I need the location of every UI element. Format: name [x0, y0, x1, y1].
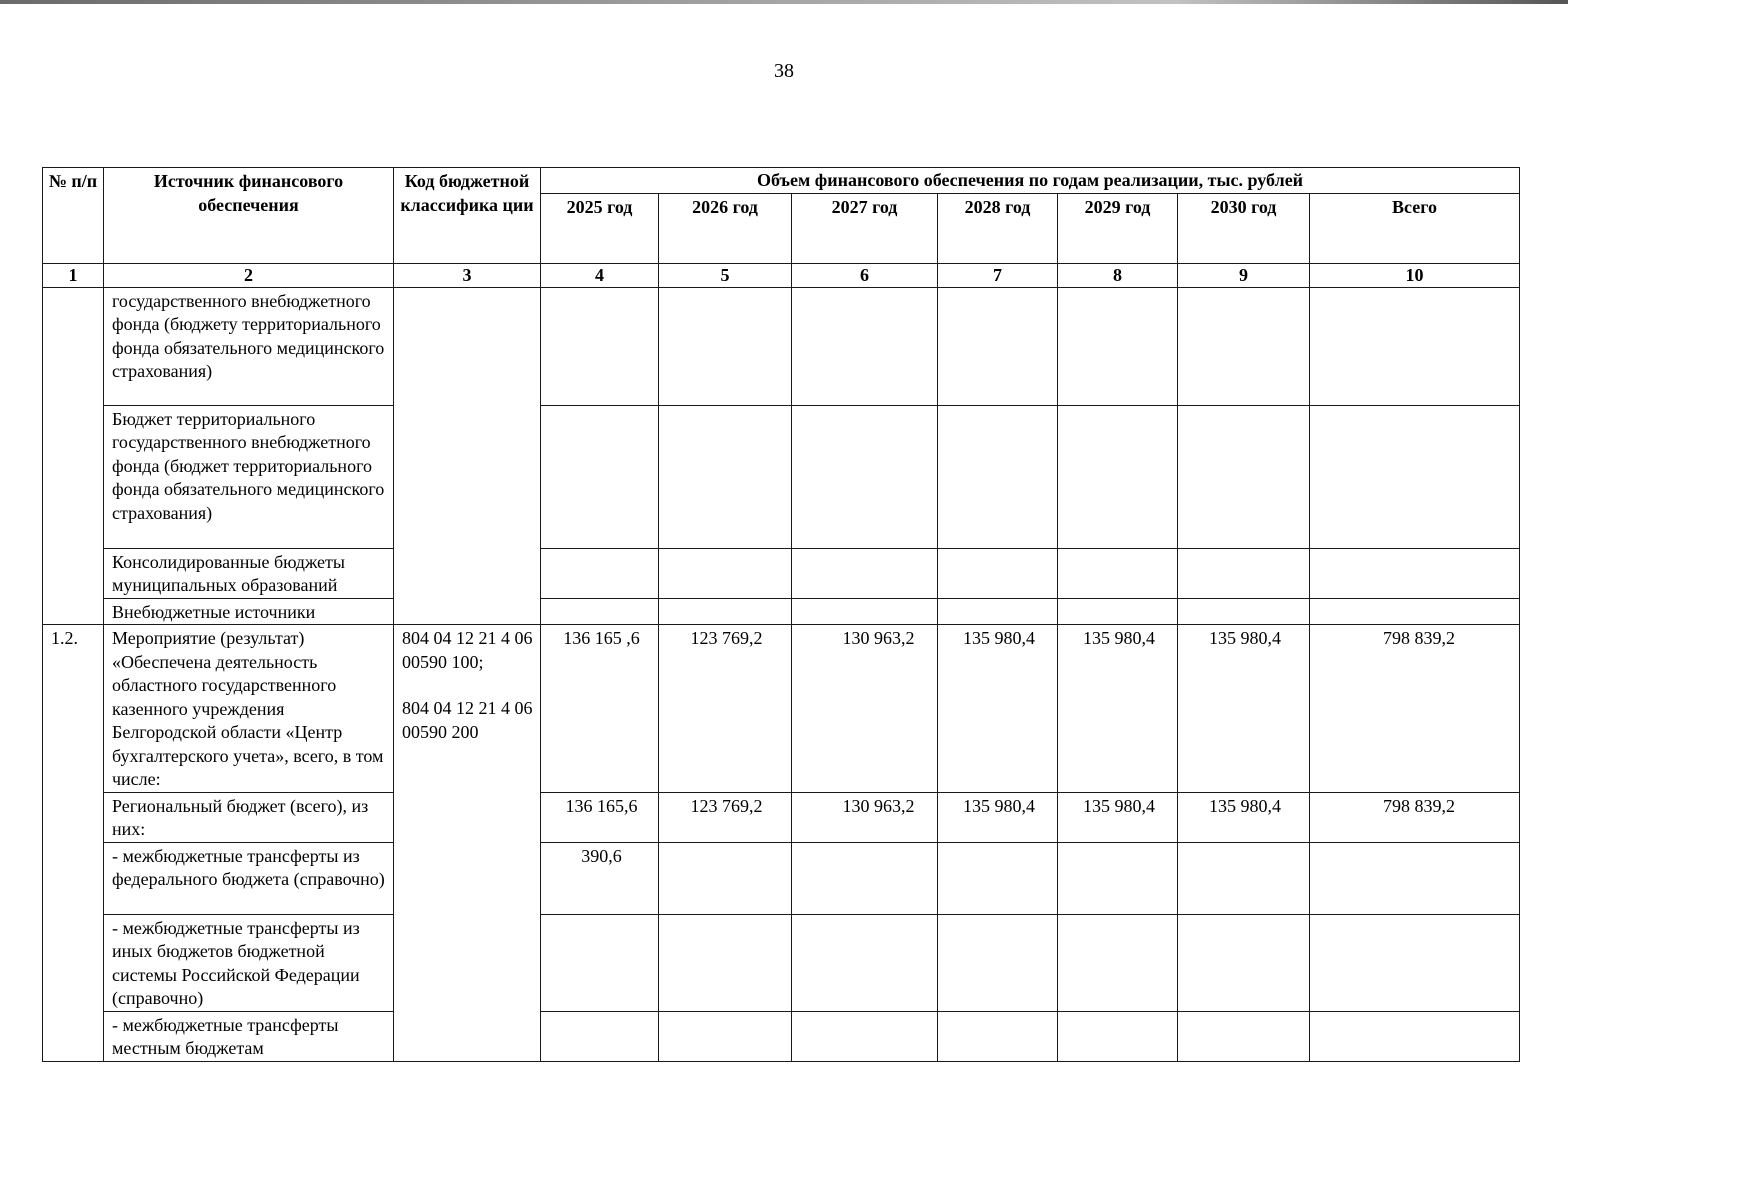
value-2027: [792, 914, 938, 1011]
value-2026: [659, 548, 792, 598]
table-row: [43, 914, 1520, 1011]
header-total: Всего: [1310, 193, 1520, 263]
value-2027: [792, 405, 938, 548]
value-2026: 123 769,2: [659, 625, 792, 793]
row-number: 1.2.: [43, 625, 104, 1062]
value-2029: 135 980,4: [1058, 792, 1178, 842]
value-2025: 136 165,6: [541, 792, 659, 842]
header-year-2030: 2030 год: [1178, 193, 1310, 263]
source-cell: - межбюджетные трансферты из федерального бюджета (справочно): [104, 842, 394, 914]
value-2025: 390,6: [541, 842, 659, 914]
value-2029: [1058, 842, 1178, 914]
column-index: 8: [1058, 263, 1178, 287]
value-2026: [659, 1011, 792, 1061]
table-row: [43, 792, 1520, 842]
value-2030: 135 980,4: [1178, 792, 1310, 842]
column-index: 5: [659, 263, 792, 287]
value-2028: [938, 598, 1058, 625]
value-2029: [1058, 287, 1178, 405]
source-cell: - межбюджетные трансферты местным бюджетам: [104, 1011, 394, 1061]
header-num: № п/п: [43, 168, 104, 264]
column-index: 6: [792, 263, 938, 287]
value-2027: [792, 548, 938, 598]
value-total: [1310, 914, 1520, 1011]
source-cell: Бюджет территориального государственного внебюджетного фонда (бюджет территориального фонда обязательного медицинского страхования): [104, 405, 394, 548]
source-cell: Мероприятие (результат) «Обеспечена деятельность областного государственного казенного учреждения Белгородской области «Центр бухгалтерского учета», всего, в том числе:: [104, 625, 394, 793]
value-total: 798 839,2: [1310, 625, 1520, 793]
value-2028: [938, 914, 1058, 1011]
source-cell: Консолидированные бюджеты муниципальных образований: [104, 548, 394, 598]
value-2030: [1178, 598, 1310, 625]
value-2027: 130 963,2: [792, 792, 938, 842]
value-total: [1310, 1011, 1520, 1061]
value-2026: [659, 287, 792, 405]
value-2025: 136 165 ,6: [541, 625, 659, 793]
budget-code-line: 804 04 12 21 4 06 00590 100;: [402, 628, 533, 672]
column-index: 7: [938, 263, 1058, 287]
source-cell: Внебюджетные источники: [104, 598, 394, 625]
value-2030: [1178, 842, 1310, 914]
value-2030: [1178, 914, 1310, 1011]
value-2025: [541, 1011, 659, 1061]
value-2030: [1178, 405, 1310, 548]
value-2028: [938, 1011, 1058, 1061]
header-year-2029: 2029 год: [1058, 193, 1178, 263]
table-row: [43, 405, 1520, 548]
table-row: [43, 548, 1520, 598]
header-code: Код бюджетной классифика ции: [394, 168, 541, 264]
value-total: 798 839,2: [1310, 792, 1520, 842]
column-index: 4: [541, 263, 659, 287]
header-source: Источник финансового обеспечения: [104, 168, 394, 264]
value-2030: [1178, 548, 1310, 598]
table-row: [43, 842, 1520, 914]
value-2030: [1178, 287, 1310, 405]
value-2027: [792, 598, 938, 625]
value-2025: [541, 548, 659, 598]
budget-code-line: 804 04 12 21 4 06 00590 200: [402, 698, 533, 742]
row-number: [43, 287, 104, 625]
value-2027: 130 963,2: [792, 625, 938, 793]
value-total: [1310, 598, 1520, 625]
value-2028: [938, 405, 1058, 548]
value-2026: [659, 405, 792, 548]
budget-code-cell: [394, 287, 541, 625]
source-cell: государственного внебюджетного фонда (бюджету территориального фонда обязательного медицинского страхования): [104, 287, 394, 405]
value-total: [1310, 287, 1520, 405]
value-2027: [792, 287, 938, 405]
value-2029: [1058, 598, 1178, 625]
value-2028: 135 980,4: [938, 625, 1058, 793]
header-year-2025: 2025 год: [541, 193, 659, 263]
source-cell: - межбюджетные трансферты из иных бюджетов бюджетной системы Российской Федерации (справочно): [104, 914, 394, 1011]
value-2027: [792, 842, 938, 914]
financing-table: [42, 167, 1520, 1062]
value-2025: [541, 405, 659, 548]
value-2029: [1058, 914, 1178, 1011]
value-2030: [1178, 1011, 1310, 1061]
column-index: 3: [394, 263, 541, 287]
value-2028: [938, 287, 1058, 405]
header-year-2028: 2028 год: [938, 193, 1058, 263]
value-2028: [938, 548, 1058, 598]
column-index: 10: [1310, 263, 1520, 287]
column-index: 1: [43, 263, 104, 287]
table-row: [43, 598, 1520, 625]
value-total: [1310, 405, 1520, 548]
table-row: [43, 287, 1520, 405]
value-2025: [541, 287, 659, 405]
header-year-2026: 2026 год: [659, 193, 792, 263]
budget-code-cell: [394, 625, 541, 1062]
value-2026: [659, 914, 792, 1011]
value-2026: 123 769,2: [659, 792, 792, 842]
value-2029: [1058, 548, 1178, 598]
column-index: 2: [104, 263, 394, 287]
value-2025: [541, 598, 659, 625]
value-2029: 135 980,4: [1058, 625, 1178, 793]
value-2027: [792, 1011, 938, 1061]
value-2025: [541, 914, 659, 1011]
table-row: [43, 625, 1520, 793]
value-total: [1310, 842, 1520, 914]
value-2030: 135 980,4: [1178, 625, 1310, 793]
scan-top-edge: [0, 0, 1568, 4]
page-number: 38: [774, 60, 794, 82]
header-row-1: [43, 168, 1520, 194]
header-year-2027: 2027 год: [792, 193, 938, 263]
value-2026: [659, 598, 792, 625]
column-index: 9: [1178, 263, 1310, 287]
value-2026: [659, 842, 792, 914]
value-2028: 135 980,4: [938, 792, 1058, 842]
value-2029: [1058, 1011, 1178, 1061]
value-total: [1310, 548, 1520, 598]
value-2028: [938, 842, 1058, 914]
header-volume: Объем финансового обеспечения по годам реализации, тыс. рублей: [541, 168, 1520, 194]
value-2029: [1058, 405, 1178, 548]
table-row: [43, 1011, 1520, 1061]
source-cell: Региональный бюджет (всего), из них:: [104, 792, 394, 842]
column-index-row: [43, 263, 1520, 287]
